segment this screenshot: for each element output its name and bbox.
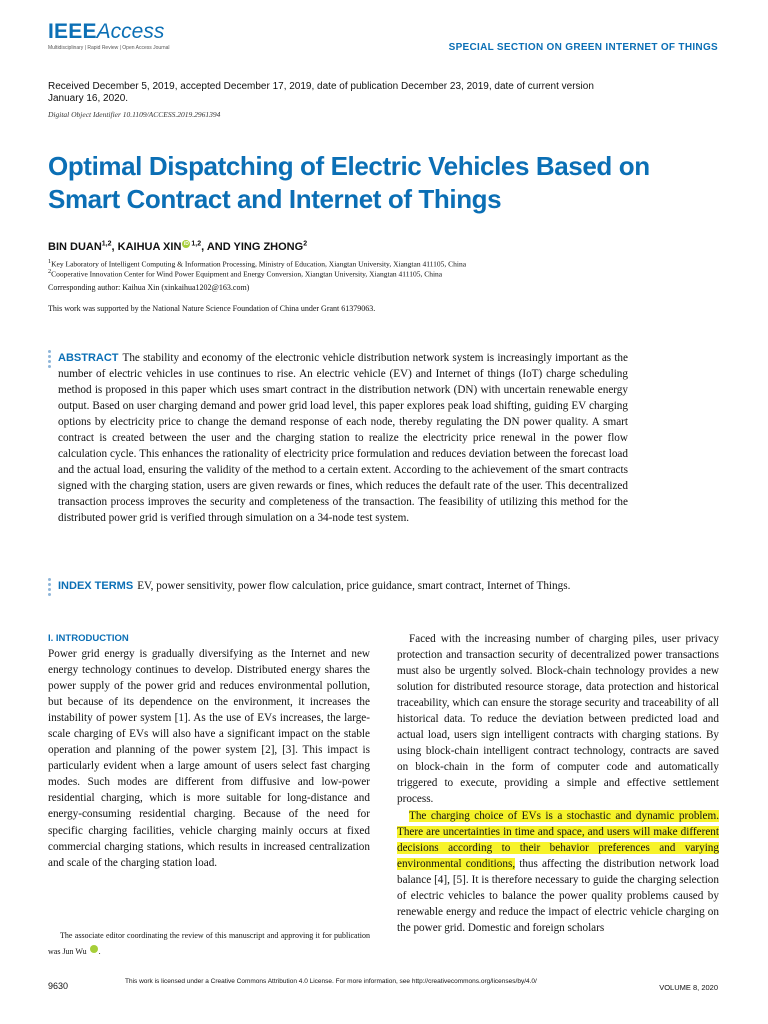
logo-tagline: Multidisciplinary | Rapid Review | Open Access Journal bbox=[48, 45, 170, 51]
editor-footnote bbox=[48, 928, 370, 960]
abstract-text: The stability and economy of the electronic vehicle distribution network system is increasingly important as the number of electric vehicles in use continues to rise. An electric vehicle (EV) and Internet of things (IoT) charge scheduling method is proposed in this paper which uses smart contract in the distribution network (DN) with uncertain renewable energy output. Based on user charging demand and power grid load level, this paper explores peak load shifting, guiding EV charging options by electricity price to change the demand response of each node, thereby regulating the DN power quality. A smart contract is created between the user and the charging station to realize the electricity price renewal in the power flow calculation cycle. This enhances the rationality of electricity price formulation and reduces deviation between the forecast load and the actual load, ensuring the validity of the method to a certain extent. According to the achievement of the smart contracts signed with the charging station, users are given rewards or fines, which reduces the default rate of the user. This decentralized transaction process improves the security and completeness of the transaction. The feasibility of utilizing this method for the distributed power grid is verified through simulation on a 34-node test system. bbox=[58, 352, 628, 524]
author-list bbox=[48, 240, 307, 253]
dots-marker-icon bbox=[48, 578, 52, 598]
page-number: 9630 bbox=[48, 981, 69, 991]
index-terms-label: INDEX TERMS bbox=[58, 580, 134, 592]
left-column bbox=[48, 631, 370, 871]
abstract bbox=[58, 350, 628, 526]
publication-dates: Received December 5, 2019, accepted December 17, 2019, date of publication December 23, 2019, date of current version January 16, 2020. bbox=[48, 81, 594, 104]
author-2: , KAIHUA XIN bbox=[111, 241, 182, 253]
author-3-affil: 2 bbox=[303, 240, 308, 248]
affiliation-2-text: Cooperative Innovation Center for Wind Power Equipment and Energy Conversion, Xiangtan University, Xiangtan 411105, China bbox=[51, 269, 443, 279]
abstract-label: ABSTRACT bbox=[58, 352, 119, 364]
author-3: , AND YING ZHONG bbox=[201, 241, 304, 253]
author-1-affil: 1,2 bbox=[101, 240, 112, 248]
logo-access: Access bbox=[96, 20, 165, 43]
doi: Digital Object Identifier 10.1109/ACCESS.2019.2961394 bbox=[48, 110, 221, 119]
logo-ieee: IEEE bbox=[48, 20, 97, 43]
corresponding-author: Corresponding author: Kaihua Xin (xinkaihua1202@163.com) bbox=[48, 283, 250, 292]
affiliation-2-num: 2 bbox=[48, 268, 52, 275]
volume-label: VOLUME 8, 2020 bbox=[659, 983, 718, 992]
index-terms bbox=[58, 578, 628, 594]
paragraph-continuation: thus affecting the distribution network load balance [4], [5]. It is therefore necessary to guide the charging selection of electric vehicles to balance the power quality problems caused by renewable energy and reduce the impact of electric vehicle charging on the power grid. Domestic and foreign scholars bbox=[397, 857, 719, 934]
license-notice[interactable]: This work is licensed under a Creative Commons Attribution 4.0 License. For more information, see http://creativecommons.org/licenses/by/4.0/ bbox=[125, 978, 537, 985]
orcid-icon[interactable]: iD bbox=[90, 945, 98, 953]
affiliation-1-num: 1 bbox=[48, 258, 52, 265]
paper-title: Optimal Dispatching of Electric Vehicles Based on Smart Contract and Internet of Things bbox=[48, 151, 650, 214]
journal-logo bbox=[48, 20, 164, 44]
funding-statement: This work was supported by the National Nature Science Foundation of China under Grant 61379063. bbox=[48, 304, 376, 313]
author-1: BIN DUAN bbox=[48, 241, 102, 253]
author-2-affil: 1,2 bbox=[191, 240, 202, 248]
dots-marker-icon bbox=[48, 350, 52, 370]
intro-paragraph-1: Power grid energy is gradually diversifying as the Internet and new energy technology continues to develop. Distributed energy shares the power supply of the power grid and reduces environmental pollution, but because of its dependence on the environment, it increases the instability of power system [1]. As the use of EVs increases, the large-scale charging of EVs will also have a significant impact on the stable operation and planning of the power system [2], [3]. This impact is particularly evident when a large amount of users select fast charging modes. Such modes are different from diffusive and low-power residential charging, which is more suitable for long-distance and energy-consuming residential charging. Because of the need for specific charging facilities, vehicle charging mainly occurs at fixed commercial charging stations, which results in increased centralization and scale of the charging station load. bbox=[48, 648, 370, 869]
affiliation-1-text: Key Laboratory of Intelligent Computing & Information Processing, Ministry of Education, Xiangtan University, Xiangtan 411105, China bbox=[51, 259, 467, 269]
right-column bbox=[397, 631, 719, 936]
orcid-icon[interactable]: iD bbox=[183, 241, 189, 247]
highlighted-text[interactable]: The charging choice of EVs is a stochastic and dynamic problem. There are uncertainties in time and space, and users will make different decisions according to their behavior preferences and varying environmental conditions, bbox=[397, 809, 719, 870]
index-terms-text: EV, power sensitivity, power flow calculation, price guidance, smart contract, Internet of Things. bbox=[137, 580, 571, 592]
section-heading-introduction: I. INTRODUCTION bbox=[48, 633, 129, 644]
special-section-heading: SPECIAL SECTION ON GREEN INTERNET OF THINGS bbox=[448, 42, 718, 53]
intro-paragraph-3 bbox=[397, 808, 719, 936]
intro-paragraph-2: Faced with the increasing number of charging piles, user privacy protection and transaction security of decentralized power transactions must also be urgently solved. Block-chain technology provides a new solution for distributed resource storage, data protection and historical traceability, which can ensure the storage security and traceability of all historical data. To reduce the deviation between predicted load and actual load, users sign intelligent contracts with charging stations. By using block-chain intelligent contract technology, contracts are saved on block-chain in the form of computer code and automatically triggered to execute, providing a simple and effective settlement process. bbox=[397, 633, 719, 806]
footnote-text: The associate editor coordinating the review of this manuscript and approving it for publication was Jun Wu bbox=[48, 931, 370, 956]
footnote-end: . bbox=[98, 947, 101, 956]
affiliation-2 bbox=[48, 267, 728, 280]
